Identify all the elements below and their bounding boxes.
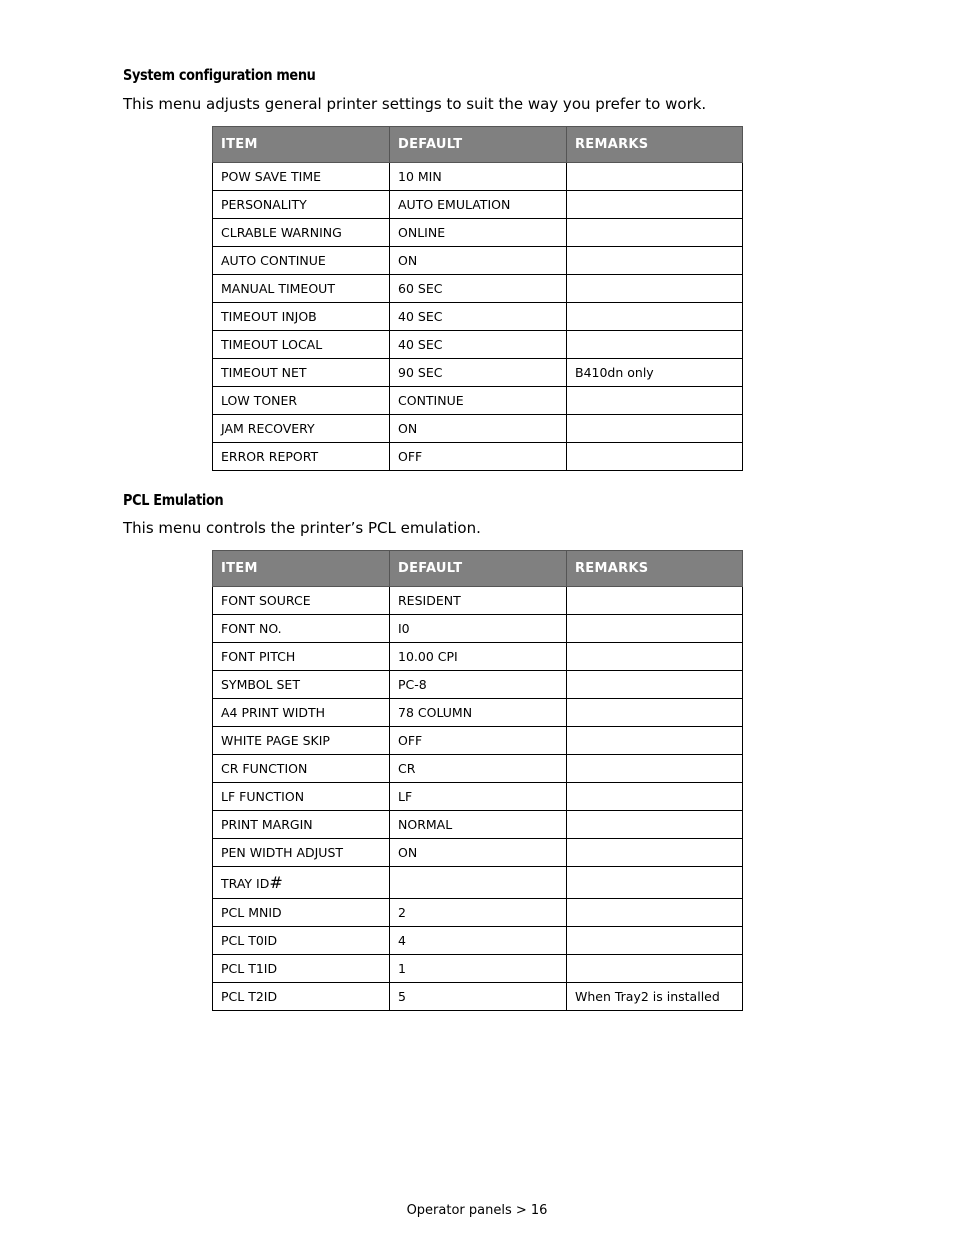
default-cell: 60 SEC [390, 275, 567, 303]
table-row [213, 615, 743, 643]
item-cell: CR FUNCTION [213, 755, 390, 783]
table-row [213, 755, 743, 783]
remarks-cell [567, 699, 743, 727]
table-row [213, 387, 743, 415]
remarks-cell: B410dn only [567, 359, 743, 387]
table-row [213, 331, 743, 359]
table-row [213, 811, 743, 839]
remarks-cell [567, 163, 743, 191]
default-cell: RESIDENT [390, 587, 567, 615]
table-row [213, 643, 743, 671]
item-cell: CLRABLE WARNING [213, 219, 390, 247]
system-configuration-table [212, 126, 743, 471]
item-cell: TIMEOUT INJOB [213, 303, 390, 331]
default-cell: CR [390, 755, 567, 783]
column-header-remarks: REMARKS [567, 551, 743, 587]
item-cell: ERROR REPORT [213, 443, 390, 471]
item-cell: WHITE PAGE SKIP [213, 727, 390, 755]
default-cell: I0 [390, 615, 567, 643]
default-cell: CONTINUE [390, 387, 567, 415]
item-cell: FONT NO. [213, 615, 390, 643]
remarks-cell [567, 727, 743, 755]
table-row [213, 303, 743, 331]
table-row [213, 727, 743, 755]
default-cell: OFF [390, 727, 567, 755]
default-cell: 40 SEC [390, 331, 567, 359]
default-cell: NORMAL [390, 811, 567, 839]
table-row [213, 415, 743, 443]
remarks-cell [567, 899, 743, 927]
table-row [213, 219, 743, 247]
remarks-cell [567, 331, 743, 359]
table-row [213, 839, 743, 867]
remarks-cell [567, 443, 743, 471]
default-cell: ON [390, 247, 567, 275]
pcl-emulation-table [212, 550, 743, 1011]
default-cell [390, 867, 567, 899]
table-row [213, 899, 743, 927]
table-row [213, 955, 743, 983]
remarks-cell [567, 303, 743, 331]
remarks-cell [567, 615, 743, 643]
remarks-cell [567, 811, 743, 839]
section-heading-pcl-emulation: PCL Emulation [123, 491, 224, 509]
table-header-row [213, 551, 743, 587]
item-cell: PRINT MARGIN [213, 811, 390, 839]
item-cell: SYMBOL SET [213, 671, 390, 699]
item-cell: PCL T1ID [213, 955, 390, 983]
table-row [213, 443, 743, 471]
remarks-cell [567, 219, 743, 247]
item-cell: MANUAL TIMEOUT [213, 275, 390, 303]
default-cell: 40 SEC [390, 303, 567, 331]
remarks-cell [567, 783, 743, 811]
default-cell: 1 [390, 955, 567, 983]
item-cell: FONT PITCH [213, 643, 390, 671]
default-cell: 78 COLUMN [390, 699, 567, 727]
column-header-item: ITEM [213, 551, 390, 587]
item-cell: JAM RECOVERY [213, 415, 390, 443]
remarks-cell [567, 415, 743, 443]
table-row [213, 671, 743, 699]
remarks-cell [567, 643, 743, 671]
remarks-cell [567, 587, 743, 615]
default-cell: PC-8 [390, 671, 567, 699]
remarks-cell [567, 247, 743, 275]
item-cell: PEN WIDTH ADJUST [213, 839, 390, 867]
table-row [213, 783, 743, 811]
table-row [213, 927, 743, 955]
item-cell: POW SAVE TIME [213, 163, 390, 191]
item-cell: PERSONALITY [213, 191, 390, 219]
default-cell: AUTO EMULATION [390, 191, 567, 219]
remarks-cell [567, 671, 743, 699]
item-label: TRAY ID [221, 876, 270, 891]
item-cell: TIMEOUT NET [213, 359, 390, 387]
default-cell: 10.00 CPI [390, 643, 567, 671]
table-header-row [213, 127, 743, 163]
remarks-cell [567, 927, 743, 955]
section-intro-system-configuration: This menu adjusts general printer settings to suit the way you prefer to work. [123, 95, 707, 113]
table-row [213, 699, 743, 727]
item-cell: PCL T2ID [213, 983, 390, 1011]
default-cell: 90 SEC [390, 359, 567, 387]
default-cell: 5 [390, 983, 567, 1011]
section-intro-pcl-emulation: This menu controls the printer’s PCL emulation. [123, 519, 481, 537]
remarks-cell [567, 839, 743, 867]
section-heading-system-configuration: System configuration menu [123, 66, 316, 84]
remarks-cell [567, 387, 743, 415]
table-row [213, 867, 743, 899]
default-cell: ON [390, 415, 567, 443]
page-footer: Operator panels > 16 [406, 1203, 548, 1218]
item-cell: TIMEOUT LOCAL [213, 331, 390, 359]
remarks-cell [567, 191, 743, 219]
table-row [213, 247, 743, 275]
item-cell [213, 867, 390, 899]
item-cell: PCL T0ID [213, 927, 390, 955]
item-cell: PCL MNID [213, 899, 390, 927]
table-row [213, 191, 743, 219]
item-cell: FONT SOURCE [213, 587, 390, 615]
remarks-cell: When Tray2 is installed [567, 983, 743, 1011]
footnote-marker: # [269, 873, 283, 892]
table-row [213, 983, 743, 1011]
column-header-remarks: REMARKS [567, 127, 743, 163]
default-cell: 4 [390, 927, 567, 955]
default-cell: 10 MIN [390, 163, 567, 191]
default-cell: OFF [390, 443, 567, 471]
item-cell: AUTO CONTINUE [213, 247, 390, 275]
remarks-cell [567, 955, 743, 983]
default-cell: ONLINE [390, 219, 567, 247]
column-header-default: DEFAULT [390, 551, 567, 587]
item-cell: LOW TONER [213, 387, 390, 415]
item-cell: LF FUNCTION [213, 783, 390, 811]
table-row [213, 275, 743, 303]
table-row [213, 163, 743, 191]
default-cell: 2 [390, 899, 567, 927]
table-row [213, 359, 743, 387]
remarks-cell [567, 275, 743, 303]
remarks-cell [567, 867, 743, 899]
default-cell: ON [390, 839, 567, 867]
default-cell: LF [390, 783, 567, 811]
column-header-item: ITEM [213, 127, 390, 163]
column-header-default: DEFAULT [390, 127, 567, 163]
remarks-cell [567, 755, 743, 783]
item-cell: A4 PRINT WIDTH [213, 699, 390, 727]
table-row [213, 587, 743, 615]
